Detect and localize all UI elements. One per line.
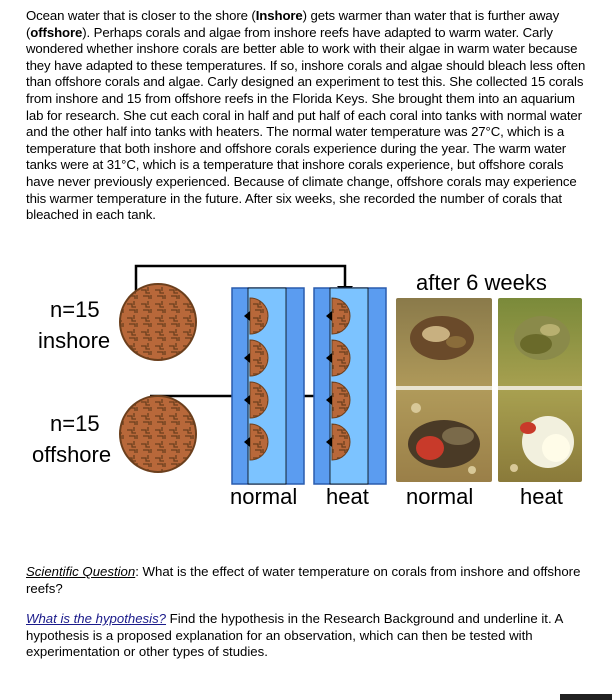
photos-title: after 6 weeks	[416, 270, 547, 295]
bg-intro: Ocean water that is closer to the shore (	[26, 8, 256, 23]
bg-mid: ) gets warmer than water that is further away (	[26, 8, 560, 40]
research-background	[26, 8, 592, 224]
offshore-n-label: n=15	[50, 411, 100, 436]
photo-normal-label: normal	[406, 484, 474, 509]
bg-rest: ). Perhaps corals and algae from inshore reefs have adapted to warm water. Carly wondered whether inshore corals are better able to work with their algae in warm water because they have adapted to these temperatures. If so, inshore corals and algae should bleach less often than offshore corals and algae. Carly designed an experiment to test this. She collected 15 corals from inshore and 15 from offshore reefs in the Florida Keys. She brought them into an aquarium lab for research. She cut each coral in half and put half of each coral into tanks with normal water and the other half into tanks with heaters. The normal water temperature was 27°C, which is a temperature that both inshore and offshore corals experience during the year. The warm water tanks were at 31°C, which is a temperature that inshore corals experience, but offshore corals have never previously experienced. Because of climate change, offshore corals may experience this warmer temperature in the future. After six weeks, she recorded the number of corals that bleached in each tank.	[26, 24, 586, 223]
inshore-coral-icon	[120, 284, 196, 360]
scientific-question	[26, 564, 592, 597]
offshore-coral-icon	[120, 396, 196, 472]
photo-heat-label: heat	[520, 484, 563, 509]
hypothesis-text: Find the hypothesis in the Research Background and underline it. A hypothesis is a proposed explanation for an observation, which can then be tested with experimentation or other types of studies.	[26, 611, 563, 660]
experiment-figure	[0, 258, 612, 518]
tank-heat-label: heat	[326, 484, 369, 509]
page-corner-bar	[560, 694, 612, 700]
tank-normal-label: normal	[230, 484, 298, 509]
bg-inshore-term: Inshore	[255, 8, 303, 23]
offshore-label: offshore	[32, 442, 112, 467]
bg-offshore-term: offshore	[30, 24, 83, 40]
photo-heat	[498, 298, 582, 482]
scientific-question-label: Scientific Question	[26, 564, 136, 579]
hypothesis-prompt	[26, 611, 592, 661]
inshore-label: inshore	[38, 328, 111, 353]
scientific-question-text: : What is the effect of water temperature on corals from inshore and offshore reefs?	[26, 564, 581, 596]
photo-normal	[396, 298, 492, 482]
inshore-n-label: n=15	[50, 297, 100, 322]
hypothesis-label: What is the hypothesis?	[26, 611, 167, 626]
